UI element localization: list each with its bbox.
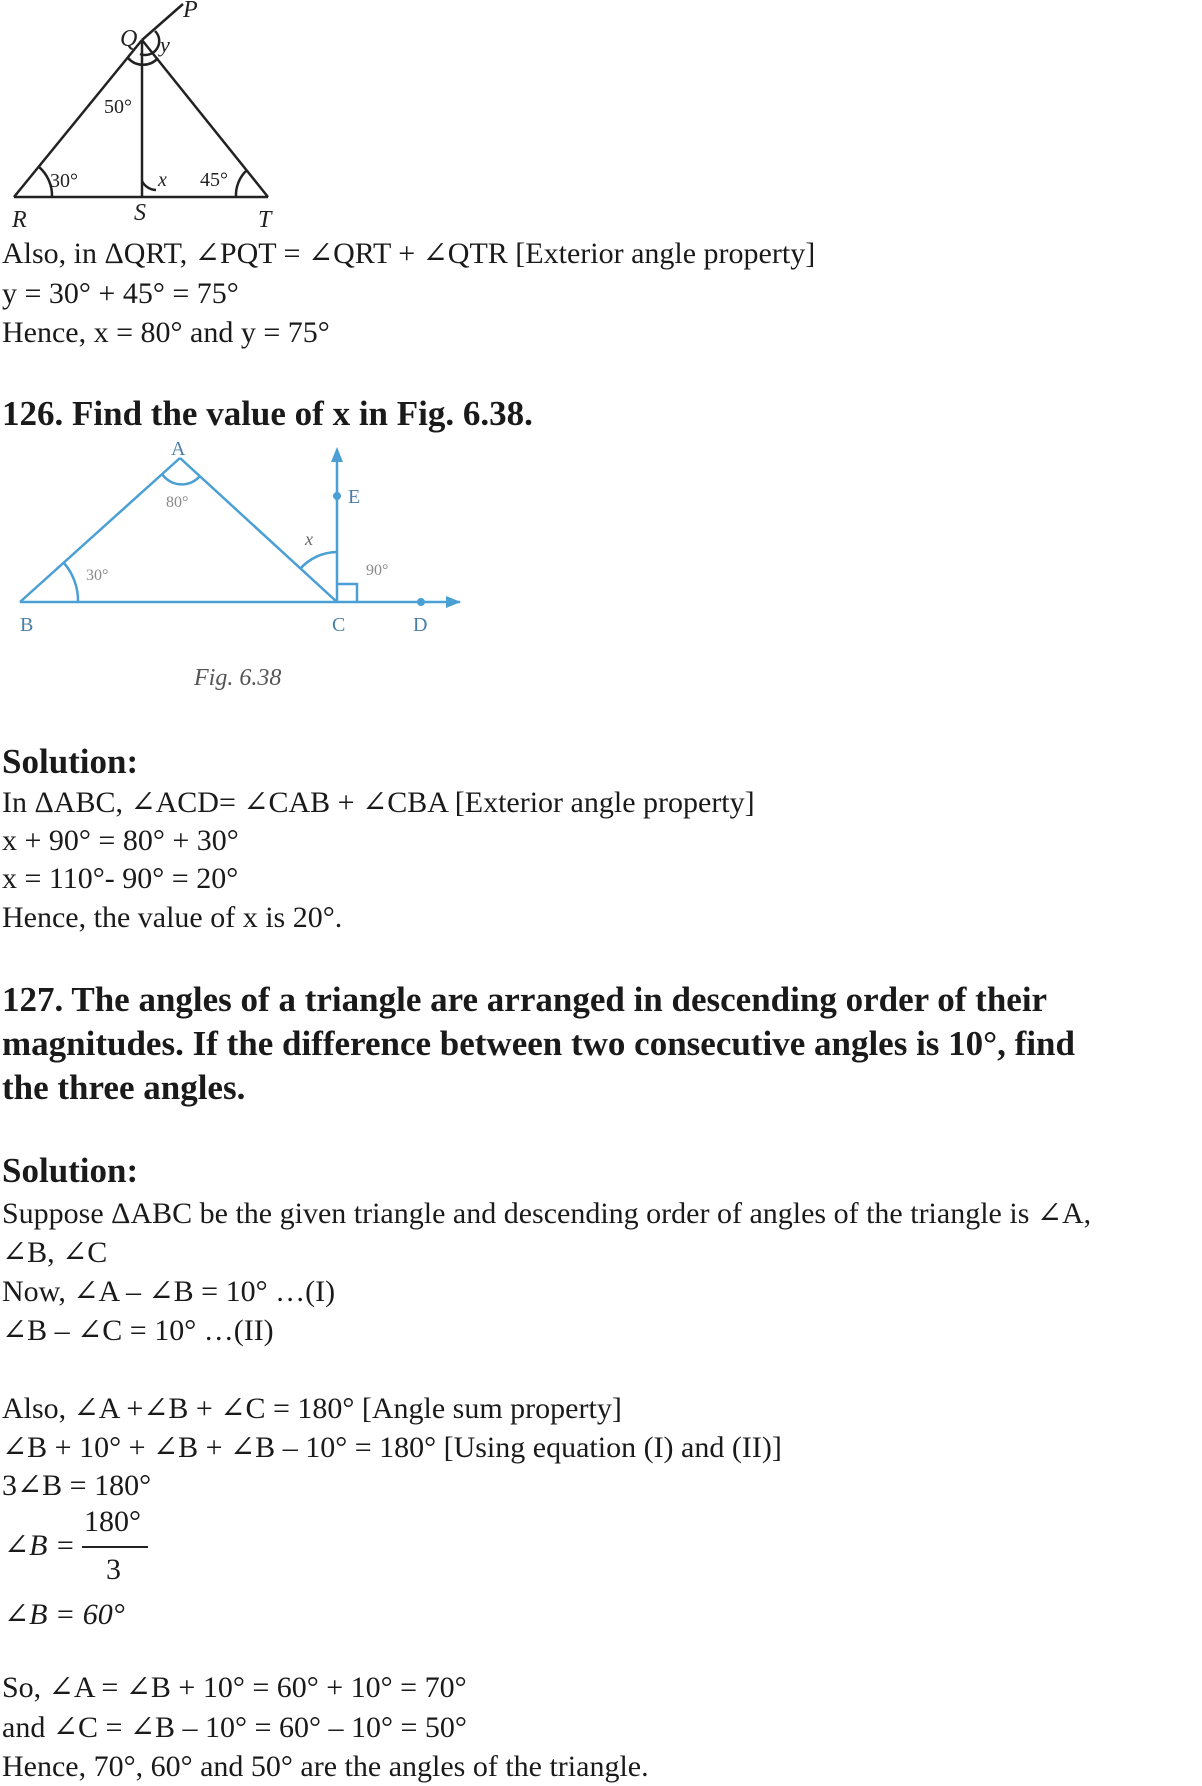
fraction-lhs: ∠B = <box>4 1529 76 1562</box>
angle-30-fig: 30° <box>86 567 109 584</box>
label-d: D <box>413 614 428 636</box>
triangle-qrt-figure <box>0 0 300 232</box>
angle-80: 80° <box>166 494 189 511</box>
prev-line-2: y = 30° + 45° = 75° <box>2 277 239 310</box>
angle-90: 90° <box>366 562 389 579</box>
label-q: Q <box>120 26 138 52</box>
q126-line-1: In ΔABC, ∠ACD= ∠CAB + ∠CBA [Exterior angle property] <box>2 786 755 819</box>
q127-line-8: So, ∠A = ∠B + 10° = 60° + 10° = 70° <box>2 1671 467 1704</box>
q127-line-4: ∠B – ∠C = 10° …(II) <box>2 1314 274 1347</box>
q127-line-1: Suppose ΔABC be the given triangle and descending order of angles of the triangle is ∠A, <box>2 1197 1092 1230</box>
label-s: S <box>134 200 146 226</box>
q127-line-5: Also, ∠A +∠B + ∠C = 180° [Angle sum property] <box>2 1392 622 1425</box>
result-angle-b: ∠B = 60° <box>4 1598 125 1631</box>
label-y: y <box>160 32 170 57</box>
fraction-denominator: 3 <box>106 1553 121 1586</box>
q126-line-2: x + 90° = 80° + 30° <box>2 824 239 857</box>
prev-line-3: Hence, x = 80° and y = 75° <box>2 316 330 349</box>
fraction-bar <box>82 1546 148 1548</box>
angle-30: 30° <box>50 170 78 192</box>
question-127-heading-3: the three angles. <box>2 1068 246 1107</box>
figure-caption: Fig. 6.38 <box>194 665 282 691</box>
q126-line-3: x = 110°- 90° = 20° <box>2 862 239 895</box>
label-p: P <box>183 0 198 23</box>
q127-line-9: and ∠C = ∠B – 10° = 60° – 10° = 50° <box>2 1711 467 1744</box>
label-a: A <box>171 438 186 460</box>
q126-line-4: Hence, the value of x is 20°. <box>2 901 343 934</box>
label-t: T <box>258 207 272 232</box>
label-b: B <box>20 614 34 636</box>
label-x: x <box>158 169 167 191</box>
label-x-fig: x <box>305 529 313 549</box>
angle-45: 45° <box>200 169 228 191</box>
angle-50: 50° <box>104 96 132 118</box>
figure-6-38 <box>0 438 480 698</box>
prev-line-1: Also, in ΔQRT, ∠PQT = ∠QRT + ∠QTR [Exterior angle property] <box>2 237 816 270</box>
solution-label-127: Solution: <box>2 1151 139 1190</box>
q127-line-3: Now, ∠A – ∠B = 10° …(I) <box>2 1275 336 1308</box>
solution-label-126: Solution: <box>2 742 139 781</box>
label-c: C <box>332 614 346 636</box>
q127-line-2: ∠B, ∠C <box>2 1236 108 1269</box>
q127-line-10: Hence, 70°, 60° and 50° are the angles of the triangle. <box>2 1750 649 1783</box>
q127-line-7: 3∠B = 180° <box>2 1469 152 1502</box>
q127-line-6: ∠B + 10° + ∠B + ∠B – 10° = 180° [Using equation (I) and (II)] <box>2 1431 782 1464</box>
question-126-heading: 126. Find the value of x in Fig. 6.38. <box>2 394 533 433</box>
label-r: R <box>12 207 27 232</box>
question-127-heading-1: 127. The angles of a triangle are arranged in descending order of their <box>2 980 1048 1019</box>
question-127-heading-2: magnitudes. If the difference between two consecutive angles is 10°, find <box>2 1024 1075 1063</box>
fraction-numerator: 180° <box>84 1505 141 1538</box>
label-e: E <box>348 486 361 508</box>
